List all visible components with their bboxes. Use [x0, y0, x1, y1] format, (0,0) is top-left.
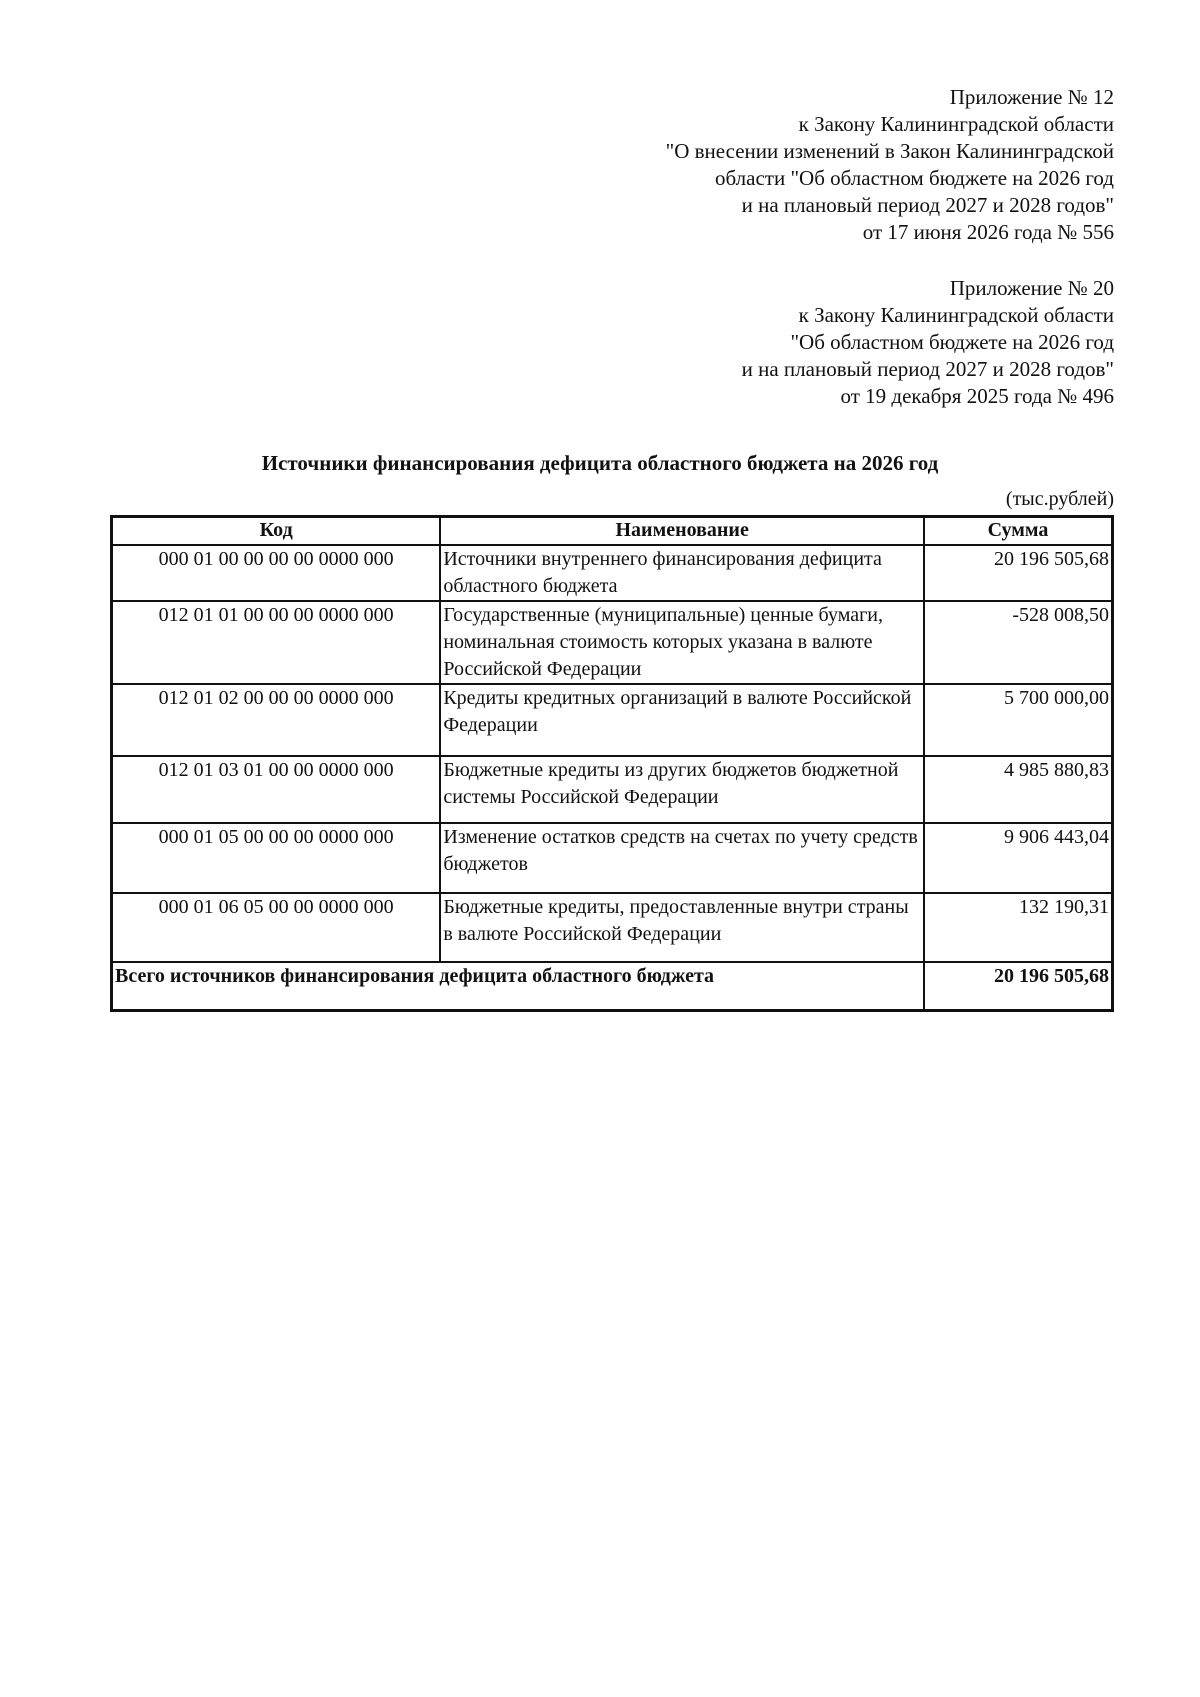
table-row — [112, 601, 1113, 684]
appendix-20-header — [742, 275, 1114, 410]
row-code: 012 01 01 00 00 00 0000 000 — [112, 601, 441, 684]
row-sum: 132 190,31 — [924, 893, 1113, 962]
appendix-line: к Закону Калининградской области — [798, 303, 1114, 327]
table-total-row — [112, 962, 1113, 1011]
total-label: Всего источников финансирования дефицита областного бюджета — [112, 962, 924, 1011]
row-name: Государственные (муниципальные) ценные бумаги, номинальная стоимость которых указана в валюте Российской Федерации — [440, 601, 924, 684]
row-name: Изменение остатков средств на счетах по учету средств бюджетов — [440, 823, 924, 893]
row-sum: 9 906 443,04 — [924, 823, 1113, 893]
appendix-line: Приложение № 20 — [949, 276, 1114, 300]
appendix-12-header — [666, 84, 1114, 246]
row-code: 000 01 00 00 00 00 0000 000 — [112, 545, 441, 601]
appendix-line: от 19 декабря 2025 года № 496 — [840, 384, 1114, 408]
row-name: Бюджетные кредиты, предоставленные внутри страны в валюте Российской Федерации — [440, 893, 924, 962]
row-sum: -528 008,50 — [924, 601, 1113, 684]
row-code: 000 01 06 05 00 00 0000 000 — [112, 893, 441, 962]
row-sum: 5 700 000,00 — [924, 684, 1113, 756]
row-name: Кредиты кредитных организаций в валюте Российской Федерации — [440, 684, 924, 756]
row-sum: 20 196 505,68 — [924, 545, 1113, 601]
row-code: 012 01 02 00 00 00 0000 000 — [112, 684, 441, 756]
table-row — [112, 823, 1113, 893]
table-row — [112, 756, 1113, 823]
financing-sources-table — [110, 515, 1114, 1012]
table-row — [112, 893, 1113, 962]
row-name: Источники внутреннего финансирования дефицита областного бюджета — [440, 545, 924, 601]
row-sum: 4 985 880,83 — [924, 756, 1113, 823]
appendix-line: Приложение № 12 — [949, 85, 1114, 109]
row-name: Бюджетные кредиты из других бюджетов бюджетной системы Российской Федерации — [440, 756, 924, 823]
unit-label: (тыс.рублей) — [1005, 488, 1114, 510]
row-code: 012 01 03 01 00 00 0000 000 — [112, 756, 441, 823]
appendix-line: области "Об областном бюджете на 2026 год — [715, 166, 1114, 190]
appendix-line: от 17 июня 2026 года № 556 — [862, 220, 1114, 244]
appendix-line: "О внесении изменений в Закон Калининградской — [665, 139, 1114, 163]
total-sum: 20 196 505,68 — [924, 962, 1113, 1011]
header-sum: Сумма — [924, 517, 1113, 546]
table-header-row — [112, 517, 1113, 546]
header-code: Код — [112, 517, 441, 546]
table-row — [112, 545, 1113, 601]
appendix-line: и на плановый период 2027 и 2028 годов" — [741, 357, 1114, 381]
appendix-line: к Закону Калининградской области — [798, 112, 1114, 136]
document-title: Источники финансирования дефицита областного бюджета на 2026 год — [261, 451, 939, 475]
table-row — [112, 684, 1113, 756]
appendix-line: "Об областном бюджете на 2026 год — [790, 330, 1114, 354]
header-name: Наименование — [440, 517, 924, 546]
appendix-line: и на плановый период 2027 и 2028 годов" — [741, 193, 1114, 217]
row-code: 000 01 05 00 00 00 0000 000 — [112, 823, 441, 893]
